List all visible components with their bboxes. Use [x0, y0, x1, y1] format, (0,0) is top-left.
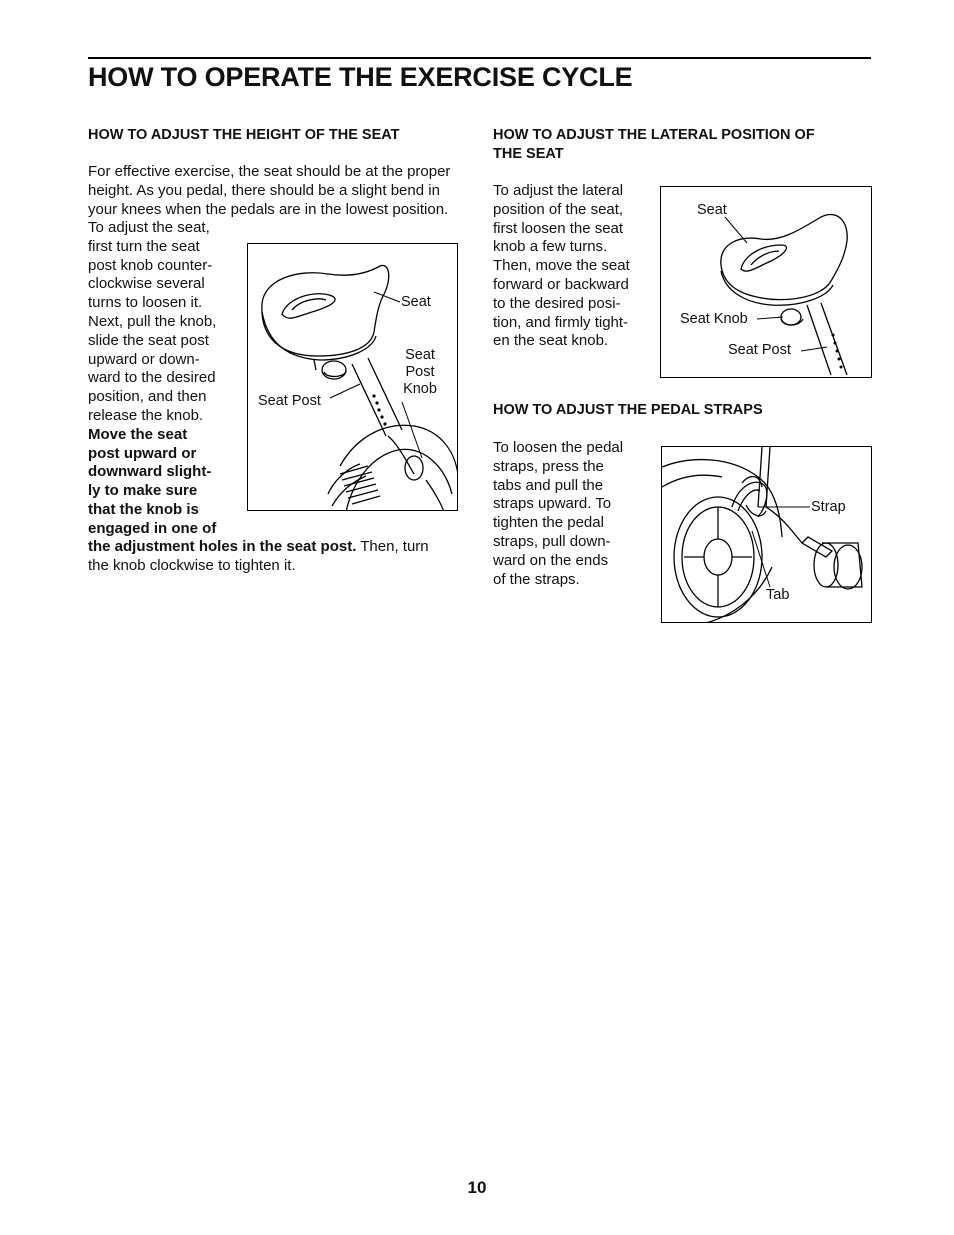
- lateral-seat-knob-label: Seat Knob: [680, 311, 748, 327]
- seat-height-heading: HOW TO ADJUST THE HEIGHT OF THE SEAT: [88, 127, 400, 143]
- seat-height-steps: To adjust the seat, first turn the seat post knob counter- clockwise several turns to loosen it. Next, pull the knob, slide the seat post upward or down- ward to the desired position, and then release the knob. Move the seat post upward or downward slight- ly to make sure that the knob is engaged in one of: [88, 219, 217, 537]
- lateral-seat-label: Seat: [697, 202, 727, 218]
- lateral-heading: HOW TO ADJUST THE LATERAL POSITION OF THE SEAT: [493, 127, 815, 162]
- seat-post-label: Seat Post: [258, 393, 321, 409]
- page-title: HOW TO OPERATE THE EXERCISE CYCLE: [88, 62, 633, 92]
- lateral-instructions: To adjust the lateral position of the seat, first loosen the seat knob a few turns. Then, move the seat forward or backward to the desired posi- tion, and firmly tight- en the seat knob.: [493, 182, 630, 350]
- seat-label: Seat: [401, 294, 431, 310]
- seat-post-knob-label: Seat Post Knob: [403, 347, 437, 397]
- title-rule: [88, 57, 871, 59]
- tab-label: Tab: [766, 587, 790, 603]
- tab-leader-line: [752, 531, 770, 587]
- post-leader-line: [330, 384, 360, 398]
- straps-instructions: To loosen the pedal straps, press the tabs and pull the straps upward. To tighten the pedal straps, pull down- ward on the ends of the straps.: [493, 439, 624, 588]
- seat-height-figure: [247, 243, 458, 511]
- straps-figure: [661, 446, 872, 623]
- seat-height-closing: the adjustment holes in the seat post. Then, turn the knob clockwise to tighten it.: [88, 538, 429, 574]
- lateral-knob-leader: [757, 317, 783, 319]
- lateral-figure: [660, 186, 872, 378]
- page-number: 10: [467, 1178, 487, 1197]
- seat-height-intro: For effective exercise, the seat should be at the proper height. As you pedal, there should be a slight bend in your knees when the pedals are in the lowest position.: [88, 163, 451, 218]
- seat-leader-line: [374, 292, 400, 302]
- lateral-seat-post-label: Seat Post: [728, 342, 791, 358]
- straps-heading: HOW TO ADJUST THE PEDAL STRAPS: [493, 402, 763, 418]
- strap-label: Strap: [811, 499, 846, 515]
- lateral-seat-leader: [725, 217, 747, 243]
